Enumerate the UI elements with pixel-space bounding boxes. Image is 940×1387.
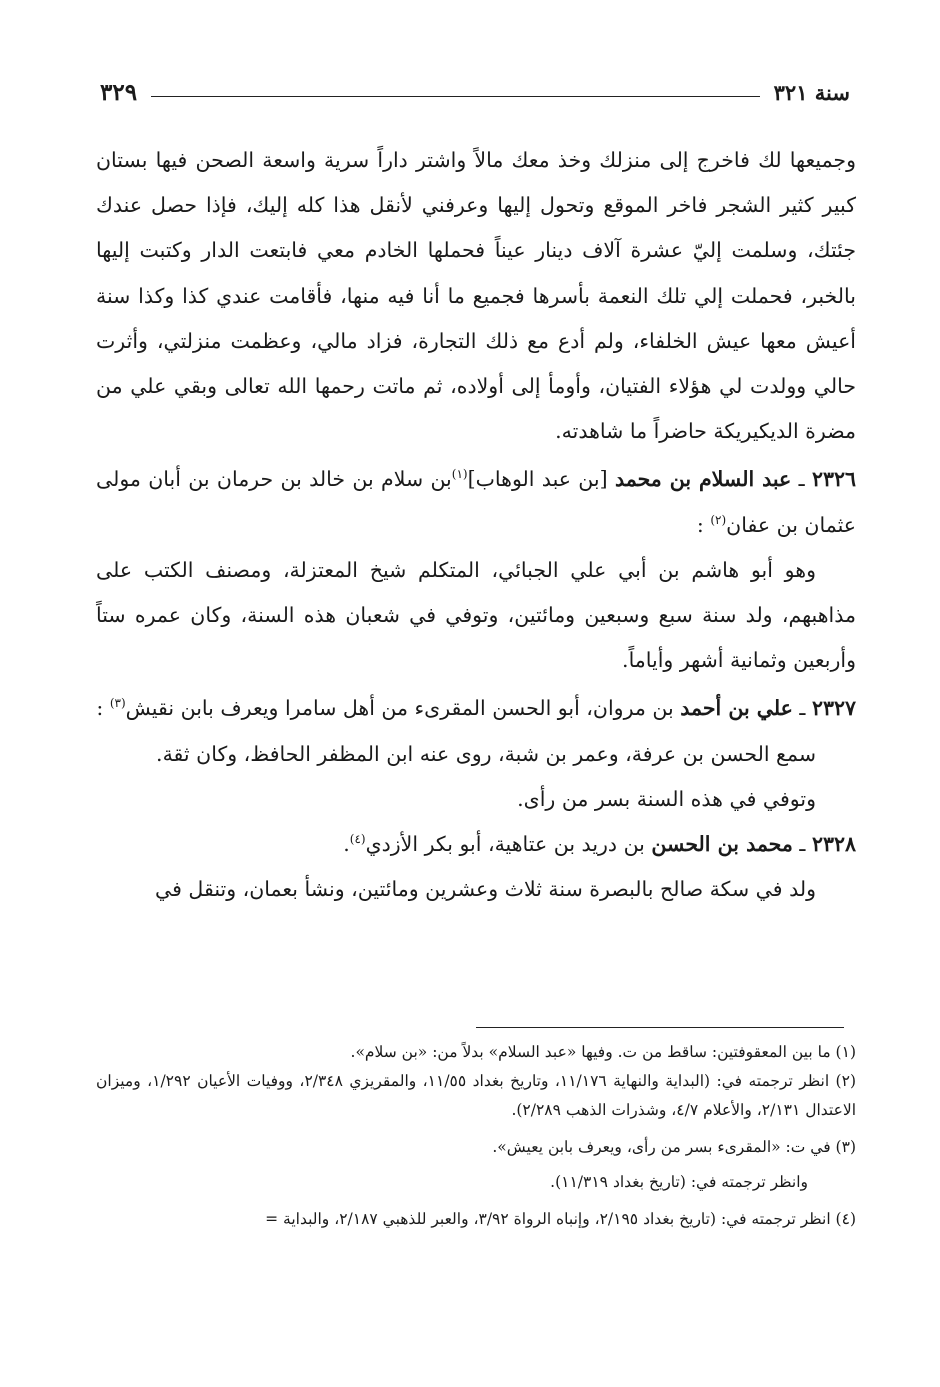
entry-number: ٢٣٢٦ [811, 467, 856, 492]
footnote-4: (٤) انظر ترجمته في: (تاريخ بغداد ٢/١٩٥، وإنباه الرواة ٣/٩٢، والعبر للذهبي ٢/١٨٧، والبداية = [265, 1210, 856, 1228]
entry-2327-death: وتوفي في هذه السنة بسر من رأى. [517, 786, 816, 811]
entry-rest: بن مروان، أبو الحسن المقرىء من أهل سامرا ويعرف بابن [180, 696, 674, 721]
footnote-2: (٢) انظر ترجمته في: (البداية والنهاية ١١/١٧٦، وتاريخ بغداد ١١/٥٥، والمقريزي ٢/٣٤٨، ووفيات الأعيان ١/٢٩٢، وميزان الاعتدال ٢/١٣١، والأعلام ٤/٧، وشذرات الذهب ٢/٢٨٩). [96, 1072, 856, 1119]
entry-2327-heading: ٢٣٢٧ ـ علي بن أحمد بن مروان، أبو الحسن المقرىء من أهل سامرا ويعرف بابن نقيش$^{(٣)}$ : [96, 696, 856, 721]
footnote-ref-4: (٤) [349, 832, 366, 847]
entry-rest: بن سلام بن خالد بن حرمان بن أبان مولى عثمان بن عفان [96, 467, 856, 537]
entry-number: ٢٣٢٧ [811, 696, 856, 721]
footnote-ref-2: (٢) [710, 512, 727, 527]
footnote-ref-1: (١) [451, 467, 468, 482]
entry-colon: : [96, 696, 104, 721]
header-year: سنة ٣٢١ [773, 79, 850, 105]
entry-2326-heading: ٢٣٢٦ ـ عبد السلام بن محمد [بن عبد الوهاب]$^{(١)}$بن سلام بن خالد بن حرمان بن أبان مولى عثمان بن عفان$^{(٢)}$ : [96, 467, 856, 537]
entry-name: عبد السلام بن محمد [614, 467, 792, 492]
entry-2328-text: ولد في سكة صالح بالبصرة سنة ثلاث وعشرين ومائتين، ونشأ بعمان، وتنقل في [155, 877, 816, 902]
entry-name: محمد بن الحسن [651, 832, 793, 857]
page-header [100, 74, 850, 110]
entry-colon: : [696, 512, 704, 537]
entry-2328-heading: ٢٣٢٨ ـ محمد بن الحسن بن دريد بن عتاهية، أبو بكر الأزدي$^{(٤)}$. [343, 832, 856, 857]
entry-end: . [343, 832, 350, 857]
footnote-3: (٣) في ت: «المقرىء بسر من رأى، ويعرف بابن يعيش». [492, 1138, 856, 1156]
footnotes [96, 1038, 856, 1234]
entry-2326-text: وهو أبو هاشم بن أبي علي الجبائي، المتكلم شيخ المعتزلة، ومصنف الكتب على مذاهبهم، ولد سنة سبع وسبعين ومائتين، وتوفي في شعبان هذه السنة، وكان عمره ستاً وأربعين وثمانية أشهر وأياماً. [96, 557, 856, 673]
footnote-1: (١) ما بين المعقوفتين: ساقط من ت. وفيها «عبد السلام» بدلاً من: «بن سلام». [350, 1043, 856, 1061]
entry-name: علي بن أحمد [680, 696, 793, 721]
header-rule [151, 96, 760, 97]
entry-2327-text: سمع الحسن بن عرفة، وعمر بن شبة، روى عنه ابن المظفر الحافظ، وكان ثقة. [156, 741, 816, 766]
entry-number: ٢٣٢٨ [811, 832, 856, 857]
footnote-3-continued: وانظر ترجمته في: (تاريخ بغداد ١١/٣١٩). [550, 1173, 808, 1191]
entry-nickname: نقيش [125, 696, 175, 721]
footnote-separator [476, 1027, 844, 1028]
main-text [96, 138, 856, 912]
entry-rest: بن دريد بن عتاهية، أبو بكر الأزدي [365, 832, 645, 857]
footnote-ref-3: (٣) [109, 696, 126, 711]
paragraph-continued: وجميعها لك فاخرج إلى منزلك وخذ معك مالاً واشتر داراً سرية واسعة الصحن فيها بستان كبير كثير الشجر فاخر الموقع وتحول إليها وعرفني لأنقل هذا كله إليك، فإذا حصل عندك جئتك، وسلمت إليّ عشرة آلاف دينار عيناً فحملها الخادم معي فابتعت الدار وكتبت إليها بالخبر، فحملت إلي تلك النعمة بأسرها فجميع ما أنا فيه منها، فأقامت عندي كذا وكذا سنة أعيش معها عيش الخلفاء، ولم أدع مع ذلك التجارة، فزاد مالي، وعظمت منزلتي، وأثرت حالي وولدت لي هؤلاء الفتيان، وأومأ إلى أولاده، ثم ماتت رحمها الله تعالى وبقي علي من مضرة الديكيريكة حاضراً ما شاهدته. [96, 148, 856, 444]
page-number: ٣٢٩ [100, 78, 138, 106]
entry-bracket: [بن عبد الوهاب] [467, 467, 608, 492]
